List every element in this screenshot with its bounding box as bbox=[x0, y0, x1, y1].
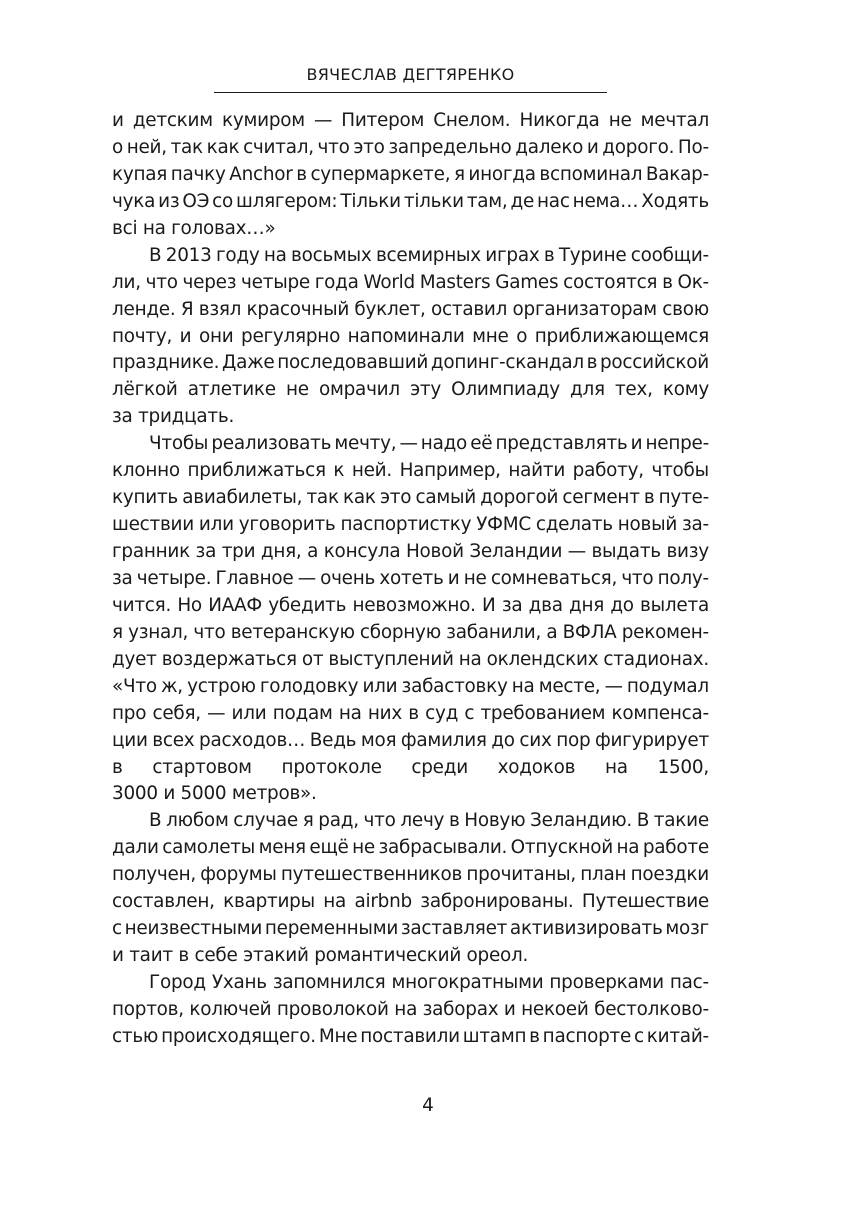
text-line: ли, что через четыре года World Masters Games состоятся в Ок- bbox=[112, 271, 709, 293]
text-line: клонно приближаться к ней. Например, найти работу, чтобы bbox=[112, 460, 709, 482]
text-line: почту, и они регулярно напоминали мне о приближающемся bbox=[112, 325, 709, 347]
paragraph-first-line: В 2013 году на восьмых всемирных играх в Турине сообщи- bbox=[149, 244, 709, 266]
text-line: и таит в себе этакий романтический ореол. bbox=[112, 945, 529, 967]
text-line: купить авиабилеты, так как это самый дорогой сегмент в путе- bbox=[112, 487, 709, 509]
text-line: ленде. Я взял красочный буклет, оставил организаторам свою bbox=[112, 298, 709, 320]
text-line: празднике. Даже последовавший допинг-скандал в российской bbox=[112, 352, 709, 374]
text-line: гранник за три дня, а консула Новой Зеландии — выдать визу bbox=[112, 541, 709, 562]
text-line: в стартовом протоколе среди ходоков на 1500, bbox=[112, 756, 709, 778]
text-line: дует воздержаться от выступлений на оклендских стадионах. bbox=[112, 648, 709, 670]
running-header bbox=[214, 64, 607, 93]
text-line: всі на головах…» bbox=[112, 217, 276, 239]
text-line: шествии или уговорить паспортистку УФМС сделать новый за- bbox=[112, 514, 709, 536]
text-line: 3000 и 5000 метров». bbox=[112, 783, 317, 805]
paragraph-first-line: Город Ухань запомнился многократными проверками пас- bbox=[149, 972, 709, 993]
text-line: получен, форумы путешественников прочитаны, план поездки bbox=[112, 864, 709, 886]
text-line: чука из ОЭ со шлягером: Тільки тільки там, де нас нема… Ходять bbox=[112, 190, 709, 212]
text-line: чится. Но ИААФ убедить невозможно. И за два дня до вылета bbox=[112, 594, 709, 616]
text-line: дали самолеты меня ещё не забрасывали. Отпускной на работе bbox=[112, 837, 709, 859]
text-line: за четыре. Главное — очень хотеть и не сомневаться, что полу- bbox=[112, 567, 709, 589]
text-line: ции всех расходов… Ведь моя фамилия до сих пор фигурирует bbox=[112, 729, 709, 751]
text-line: о ней, так как считал, что это запредельно далеко и дорого. По- bbox=[112, 136, 709, 158]
page-number: 4 bbox=[422, 1095, 434, 1116]
text-line: стью происходящего. Мне поставили штамп в паспорте с китай- bbox=[112, 1025, 709, 1047]
text-line: про себя, — или подам на них в суд с требованием компенса- bbox=[112, 702, 709, 724]
text-line: портов, колючей проволокой на заборах и некоей бестолково- bbox=[112, 998, 709, 1020]
paragraph-first-line: В любом случае я рад, что лечу в Новую Зеландию. В такие bbox=[149, 810, 709, 832]
text-line: за тридцать. bbox=[112, 406, 235, 428]
text-line: и детским кумиром — Питером Снелом. Никогда не мечтал bbox=[112, 110, 709, 131]
text-line: с неизвестными переменными заставляет активизировать мозг bbox=[112, 918, 709, 940]
text-line: я узнал, что ветеранскую сборную забанили, а ВФЛА рекомен- bbox=[112, 621, 709, 643]
paragraph-first-line: Чтобы реализовать мечту, — надо её представлять и непре- bbox=[149, 433, 709, 455]
body-text bbox=[112, 108, 709, 1051]
text-line: купая пачку Anchor в супермаркете, я иногда вспоминал Вакар- bbox=[112, 163, 709, 185]
text-line: лёгкой атлетике не омрачил эту Олимпиаду для тех, кому bbox=[112, 379, 709, 401]
text-line: составлен, квартиры на airbnb забронированы. Путешествие bbox=[112, 891, 709, 913]
running-title: ВЯЧЕСЛАВ ДЕГТЯРЕНКО bbox=[306, 65, 515, 84]
text-line: «Что ж, устрою голодовку или забастовку на месте, — подумал bbox=[112, 675, 709, 697]
